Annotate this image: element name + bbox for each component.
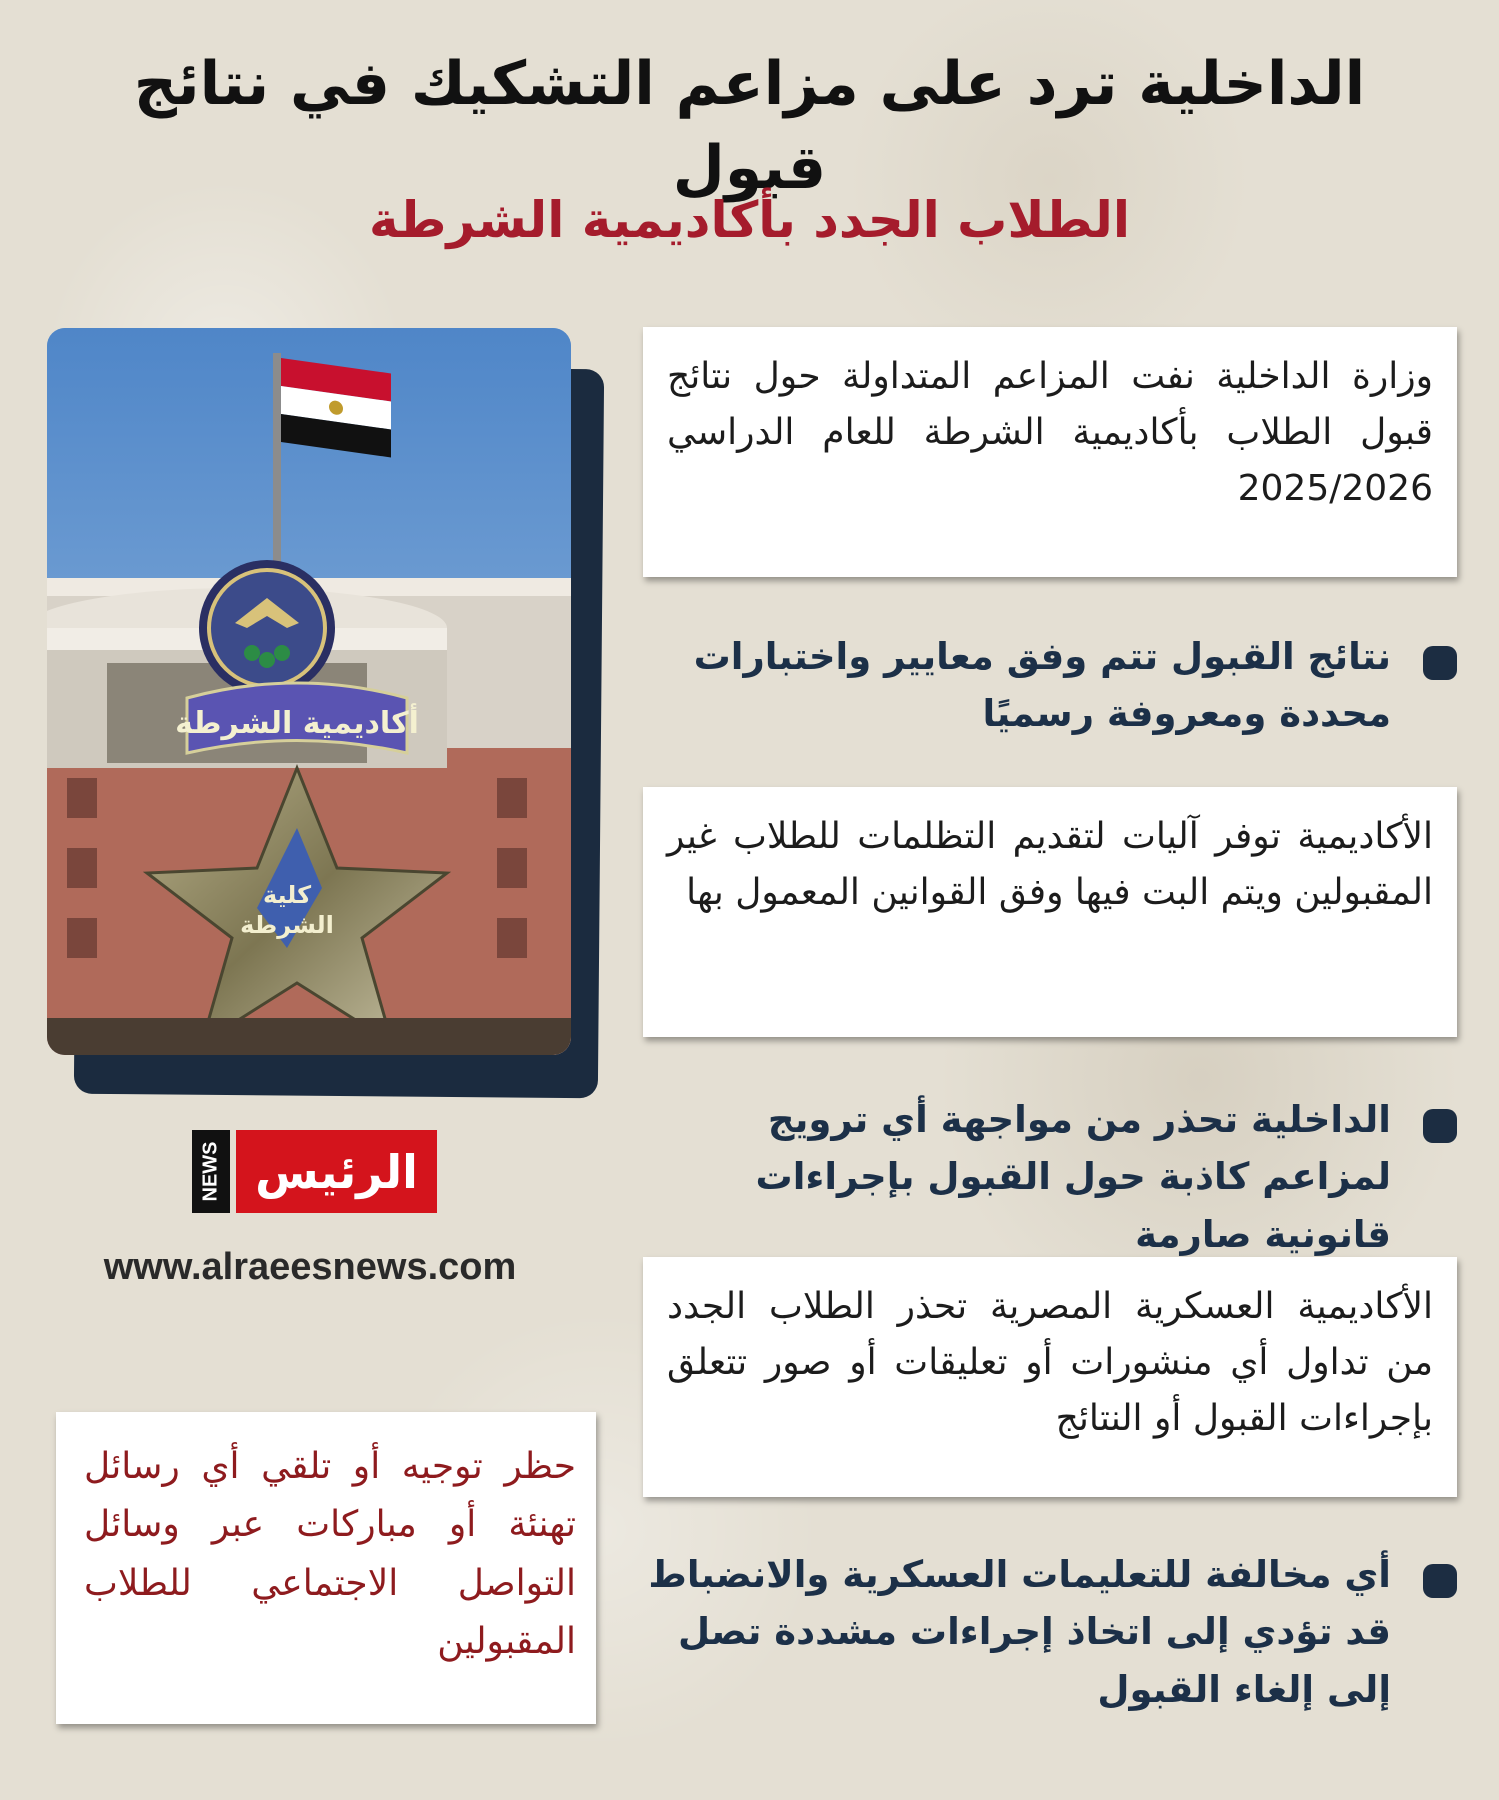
police-academy-photo	[47, 328, 571, 1055]
warning-note-card: حظر توجيه أو تلقي أي رسائل تهنئة أو مباركات عبر وسائل التواصل الاجتماعي للطلاب المقبولين	[56, 1412, 596, 1724]
bullet-text-1: نتائج القبول تتم وفق معايير واختبارات محددة ومعروفة رسميًا	[693, 635, 1391, 736]
bullet-dot-icon	[1423, 646, 1457, 680]
bullet-text-2: الداخلية تحذر من مواجهة أي ترويج لمزاعم كاذبة حول القبول بإجراءات قانونية صارمة	[755, 1098, 1391, 1256]
academy-gate-illustration	[47, 328, 571, 1055]
academy-sign-text: أكاديمية الشرطة	[175, 706, 419, 741]
bullet-item-3	[643, 1546, 1457, 1718]
page-subtitle: الطلاب الجدد بأكاديمية الشرطة	[369, 191, 1130, 249]
bullet-dot-icon	[1423, 1109, 1457, 1143]
bullet-item-2	[643, 1091, 1457, 1263]
info-card-1: وزارة الداخلية نفت المزاعم المتداولة حول نتائج قبول الطلاب بأكاديمية الشرطة للعام الدراسي 2025/2026	[643, 327, 1457, 577]
info-card-2: الأكاديمية توفر آليات لتقديم التظلمات للطلاب غير المقبولين ويتم البت فيها وفق القوانين المعمول بها	[643, 787, 1457, 1037]
logo-news-text: NEWS	[199, 1141, 222, 1202]
website-url: www.alraeesnews.com	[103, 1246, 517, 1288]
star-text-line2: الشرطة	[240, 911, 334, 939]
bullet-text-3: أي مخالفة للتعليمات العسكرية والانضباط قد تؤدي إلى اتخاذ إجراءات مشددة تصل إلى إلغاء القبول	[648, 1553, 1391, 1711]
bullet-dot-icon	[1423, 1564, 1457, 1598]
page-title: الداخلية ترد على مزاعم التشكيك في نتائج قبول	[133, 49, 1366, 203]
logo-brand-text: الرئيس	[255, 1144, 418, 1199]
bullet-item-1	[643, 628, 1457, 743]
info-card-3: الأكاديمية العسكرية المصرية تحذر الطلاب الجدد من تداول أي منشورات أو تعليقات أو صور تتعلق بإجراءات القبول أو النتائج	[643, 1257, 1457, 1497]
alraees-news-logo	[192, 1130, 437, 1213]
star-text-line1: كلية	[262, 881, 312, 909]
